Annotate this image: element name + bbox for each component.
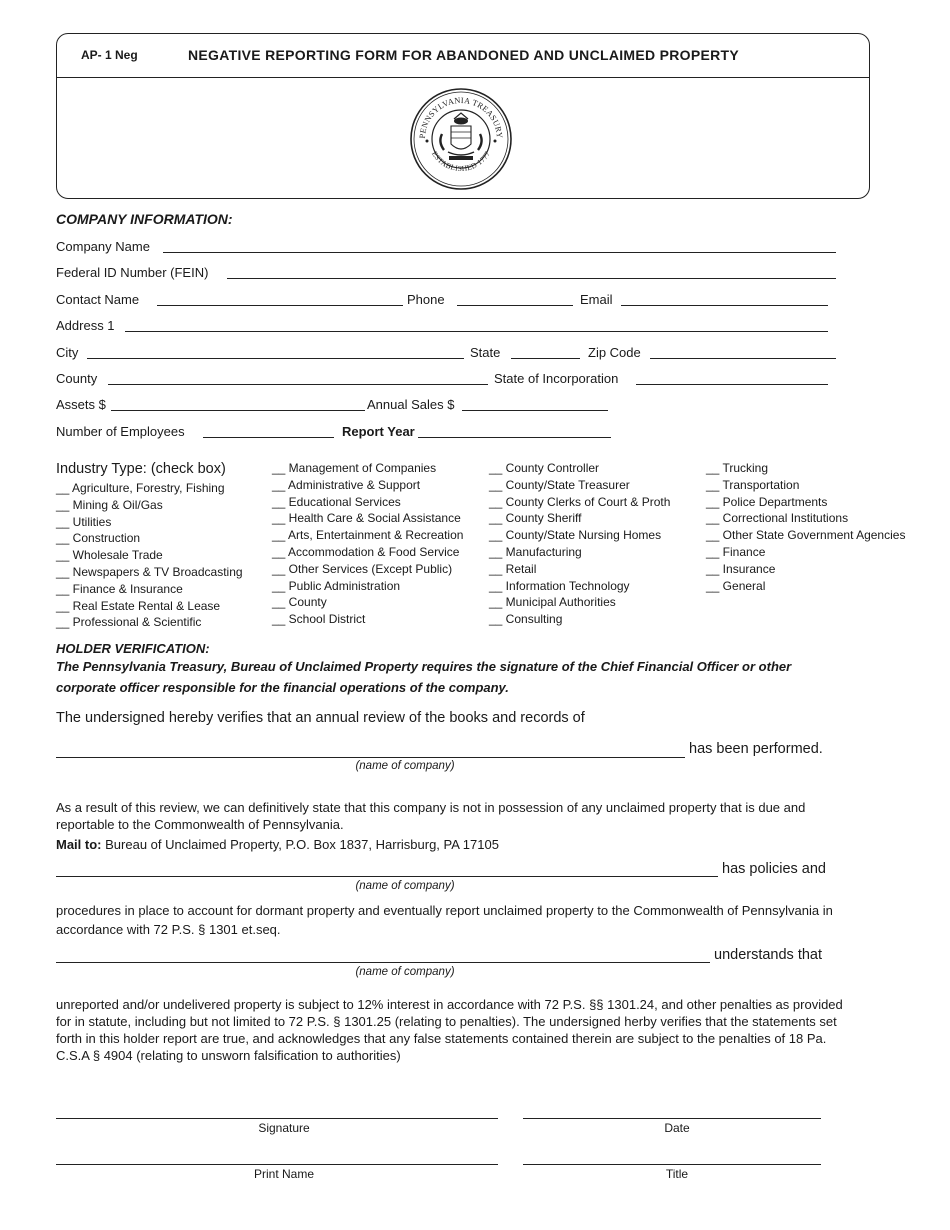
industry-checkbox-item[interactable]: __ Other State Government Agencies	[706, 528, 906, 543]
industry-checkbox-item[interactable]: __ Transportation	[706, 477, 800, 492]
industry-checkbox-item[interactable]: __ Finance	[706, 544, 766, 559]
industry-checkbox-item[interactable]: __ County/State Nursing Homes	[489, 528, 662, 543]
signature-field[interactable]	[56, 1106, 498, 1119]
industry-checkbox-item[interactable]: __ Professional & Scientific	[56, 615, 202, 630]
industry-checkbox-item[interactable]: __ General	[706, 578, 766, 593]
print-name-label: Print Name	[253, 1167, 315, 1181]
industry-checkbox-item[interactable]: __ Utilities	[56, 514, 112, 529]
name-caption-2: (name of company)	[355, 880, 455, 892]
state-inc-field[interactable]	[636, 372, 828, 385]
phone-label: Phone	[407, 292, 445, 307]
industry-checkbox-item[interactable]: __ Finance & Insurance	[56, 581, 183, 596]
date-label: Date	[664, 1121, 690, 1135]
seal-text-bottom: ESTABLISHED 1777	[429, 149, 493, 174]
industry-checkbox-item[interactable]: __ Police Departments	[706, 494, 828, 509]
county-label: County	[56, 371, 98, 386]
annual-sales-field[interactable]	[462, 398, 608, 411]
email-label: Email	[580, 292, 613, 307]
holder-requirement-1: The Pennsylvania Treasury, Bureau of Unclaimed Property requires the signature of the Chief Financial Officer or other	[56, 659, 792, 674]
address1-label: Address 1	[56, 318, 115, 333]
title-label: Title	[665, 1167, 689, 1181]
industry-checkbox-item[interactable]: __ County/State Treasurer	[489, 477, 630, 492]
has-policies-text: has policies and	[722, 861, 826, 877]
industry-checkbox-item[interactable]: __ Retail	[489, 561, 537, 576]
city-label: City	[56, 345, 79, 360]
form-title: NEGATIVE REPORTING FORM FOR ABANDONED AND UNCLAIMED PROPERTY	[188, 47, 740, 63]
industry-checkbox-item[interactable]: __ Construction	[56, 531, 141, 546]
industry-checkbox-item[interactable]: __ Mining & Oil/Gas	[56, 497, 163, 512]
company-name-policies-field[interactable]	[56, 864, 718, 877]
contact-name-field[interactable]	[157, 293, 403, 306]
zip-field[interactable]	[650, 346, 836, 359]
industry-col-3	[489, 460, 670, 628]
name-caption-3: (name of company)	[355, 966, 455, 978]
holder-heading: HOLDER VERIFICATION:	[56, 641, 210, 656]
industry-checkbox-item[interactable]: __ Real Estate Rental & Lease	[56, 598, 221, 613]
industry-checkbox-item[interactable]: __ Administrative & Support	[272, 477, 421, 492]
industry-col-1	[56, 480, 243, 631]
industry-checkbox-item[interactable]: __ Educational Services	[272, 494, 401, 509]
name-caption-1: (name of company)	[355, 760, 455, 772]
understands-text: understands that	[714, 947, 823, 963]
date-field[interactable]	[523, 1106, 821, 1119]
company-name-review-field[interactable]	[56, 745, 685, 758]
industry-checkbox-item[interactable]: __ Health Care & Social Assistance	[272, 511, 461, 526]
industry-checkbox-item[interactable]: __ Wholesale Trade	[56, 548, 163, 563]
company-name-understands-field[interactable]	[56, 950, 710, 963]
employees-field[interactable]	[203, 425, 334, 438]
procedures-text: procedures in place to account for dormant property and eventually report unclaimed property to the Commonwealth of Pennsylvania in accordance with 72 P.S. § 1301 et.seq.	[56, 903, 833, 937]
report-year-field[interactable]	[418, 425, 611, 438]
form-number: AP- 1 Neg	[81, 48, 138, 62]
state-field[interactable]	[511, 346, 580, 359]
mail-to	[56, 836, 499, 853]
company-info-heading: COMPANY INFORMATION:	[56, 211, 233, 227]
industry-checkbox-item[interactable]: __ Insurance	[706, 561, 776, 576]
performed-text: has been performed.	[689, 741, 823, 757]
print-name-field[interactable]	[56, 1152, 498, 1165]
result-text: As a result of this review, we can definitively state that this company is not in possession of any unclaimed property that is due and reportable to the Commonwealth of Pennsylvania.	[56, 800, 806, 832]
holder-requirement-2: corporate officer responsible for the financial operations of the company.	[56, 680, 509, 695]
fein-label: Federal ID Number (FEIN)	[56, 265, 209, 280]
industry-checkbox-item[interactable]: __ County Controller	[489, 461, 600, 475]
industry-checkbox-item[interactable]: __ County	[272, 595, 327, 610]
treasury-seal-icon	[408, 86, 514, 192]
zip-label: Zip Code	[588, 345, 641, 360]
industry-col-2	[272, 460, 463, 628]
industry-checkbox-item[interactable]: __ Management of Companies	[272, 461, 437, 475]
industry-heading: Industry Type: (check box)	[56, 461, 226, 477]
industry-checkbox-item[interactable]: __ Correctional Institutions	[706, 511, 849, 526]
industry-checkbox-item[interactable]: __ Public Administration	[272, 578, 401, 593]
county-field[interactable]	[108, 372, 488, 385]
industry-checkbox-item[interactable]: __ Consulting	[489, 612, 563, 627]
verifies-text: The undersigned hereby verifies that an annual review of the books and records of	[56, 710, 585, 726]
title-field[interactable]	[523, 1152, 821, 1165]
company-name-field[interactable]	[163, 240, 836, 253]
industry-checkbox-item[interactable]: __ Agriculture, Forestry, Fishing	[56, 481, 225, 495]
report-year-label: Report Year	[342, 424, 415, 439]
penalties-text: unreported and/or undelivered property is subject to 12% interest in accordance with 72 P.S. §§ 1301.24, and other penalties as provided for in statute, including but not limited to 72 P.S. § 1301.25 (relating to penalties). The undersigned herby verifies that the statements set forth in this holder report are true, and acknowledges that any false statements contained therein are subject to the penalties of 18 Pa. C.S.A § 4904 (relating to unsworn falsification to authorities)	[56, 997, 843, 1063]
header-divider	[57, 77, 869, 78]
signature-label: Signature	[258, 1121, 310, 1135]
industry-checkbox-item[interactable]: __ School District	[272, 612, 366, 627]
state-label: State	[470, 345, 501, 360]
industry-checkbox-item[interactable]: __ Manufacturing	[489, 544, 582, 559]
industry-checkbox-item[interactable]: __ Newspapers & TV Broadcasting	[56, 564, 243, 579]
city-field[interactable]	[87, 346, 464, 359]
seal-text-top: PENNSYLVANIA TREASURY	[417, 95, 505, 139]
industry-checkbox-item[interactable]: __ Other Services (Except Public)	[272, 561, 453, 576]
employees-label: Number of Employees	[56, 424, 185, 439]
industry-checkbox-item[interactable]: __ Arts, Entertainment & Recreation	[272, 528, 464, 543]
contact-name-label: Contact Name	[56, 292, 140, 307]
company-name-label: Company Name	[56, 239, 150, 254]
address1-field[interactable]	[125, 319, 828, 332]
assets-field[interactable]	[111, 398, 365, 411]
annual-sales-label: Annual Sales $	[367, 397, 455, 412]
industry-checkbox-item[interactable]: __ Trucking	[706, 461, 769, 475]
industry-col-4	[706, 460, 905, 594]
form-header	[56, 33, 870, 199]
industry-checkbox-item[interactable]: __ Information Technology	[489, 578, 630, 593]
phone-field[interactable]	[457, 293, 573, 306]
industry-checkbox-item[interactable]: __ County Sheriff	[489, 511, 582, 526]
industry-checkbox-item[interactable]: __ County Clerks of Court & Proth	[489, 494, 671, 509]
industry-checkbox-item[interactable]: __ Accommodation & Food Service	[272, 544, 460, 559]
mail-to-address: Bureau of Unclaimed Property, P.O. Box 1837, Harrisburg, PA 17105	[105, 837, 499, 852]
fein-field[interactable]	[227, 266, 836, 279]
state-inc-label: State of Incorporation	[494, 371, 619, 386]
assets-label: Assets $	[56, 397, 106, 412]
email-field[interactable]	[621, 293, 828, 306]
industry-checkbox-item[interactable]: __ Municipal Authorities	[489, 595, 616, 610]
mail-to-label: Mail to:	[56, 837, 102, 852]
